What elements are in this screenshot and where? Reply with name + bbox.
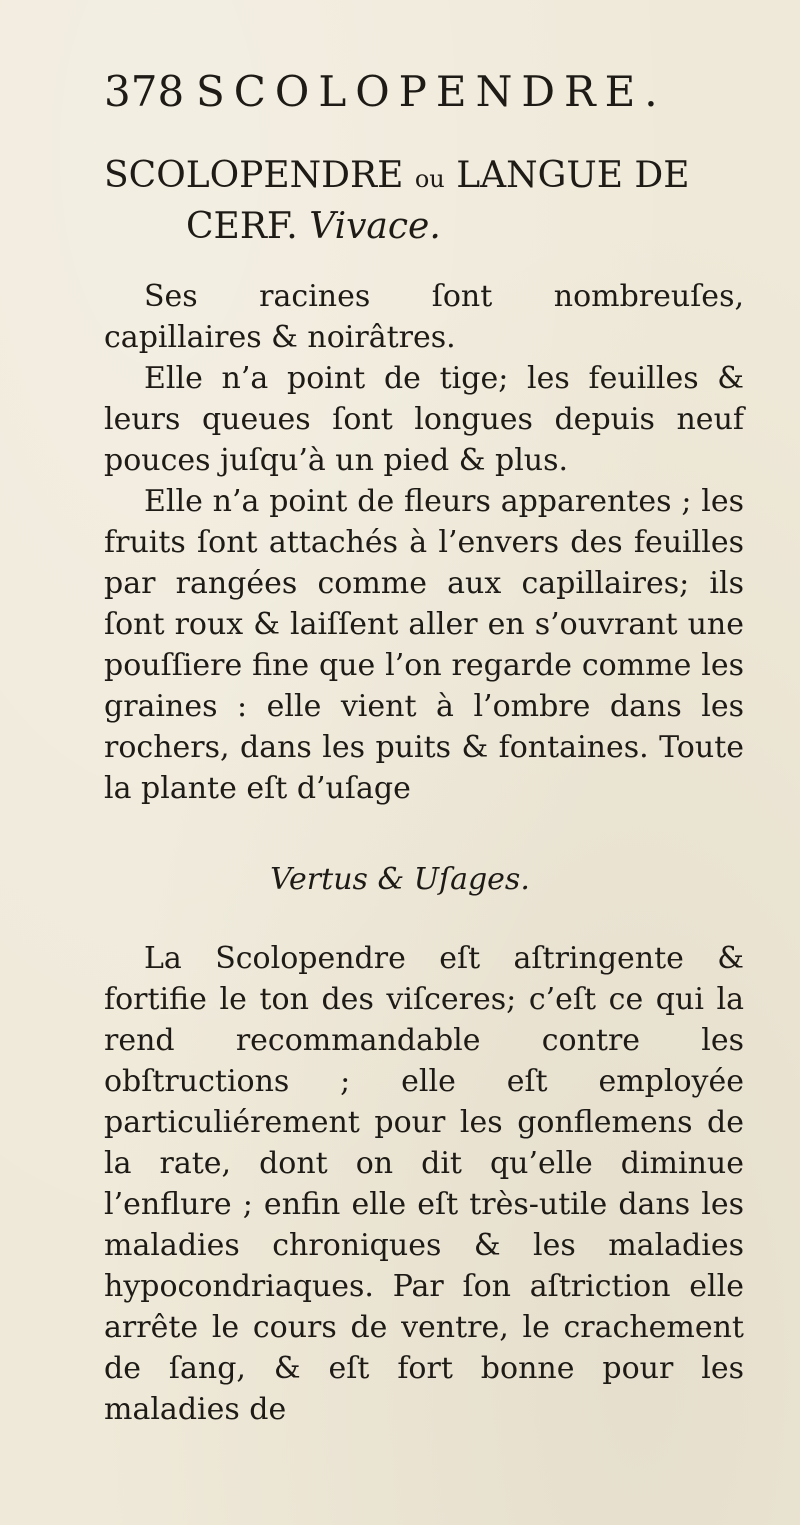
description-block xyxy=(104,276,744,809)
page-number: 378 xyxy=(104,67,185,116)
paragraph-virtues: La Scolopendre eſt aſtringente & fortifie le ton des viſceres; c’eſt ce qui la rend recommandable contre les obſtructions ; elle eſt employée particuliérement pour les gonflemens de la rate, dont on dit qu’elle diminue l’enflure ; enfin elle eſt très-utile dans les maladies chroniques & les maladies hypocondriaques. Par ſon aſtriction elle arrête le cours de ventre, le crachement de ſang, & eſt fort bonne pour les maladies de xyxy=(104,941,744,1427)
paragraph-roots: Ses racines ſont nombreuſes, capillaires & noirâtres. xyxy=(104,279,744,355)
entry-title-line-1 xyxy=(104,152,794,203)
entry-title-ou: ou xyxy=(414,165,445,193)
running-title: SCOLOPENDRE. xyxy=(196,67,667,116)
virtues-block xyxy=(104,938,744,1430)
entry-title-main: SCOLOPENDRE xyxy=(104,155,404,196)
entry-title xyxy=(104,152,794,251)
entry-title-cerf: CERF. xyxy=(186,206,298,247)
entry-title-vivace: Vivace. xyxy=(309,206,441,247)
paragraph-leaves: Elle n’a point de tige; les feuilles & leurs queues ſont longues depuis neuf pouces juſqu’à un pied & plus. xyxy=(104,361,744,478)
entry-title-end: LANGUE DE xyxy=(456,155,690,196)
running-head xyxy=(104,66,667,118)
paragraph-fruits: Elle n’a point de fleurs apparentes ; les fruits ſont attachés à l’envers des feuilles par rangées comme aux capillaires; ils ſont roux & laiſſent aller en s’ouvrant une pouſſiere fine que l’on regarde comme les graines : elle vient à l’ombre dans les rochers, dans les puits & fontaines. Toute la plante eſt d’uſage xyxy=(104,484,744,806)
section-heading: Vertus & Uſages. xyxy=(270,862,530,897)
entry-title-line-2 xyxy=(104,203,794,251)
